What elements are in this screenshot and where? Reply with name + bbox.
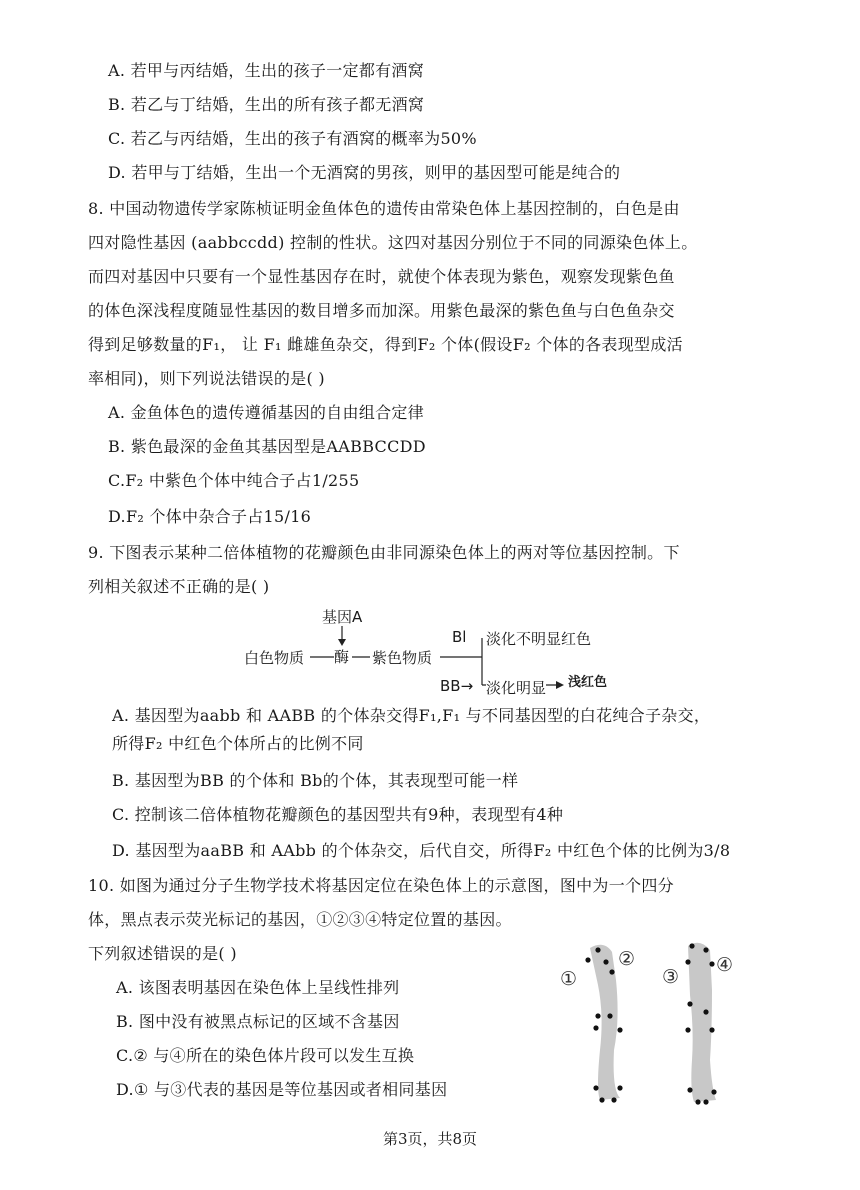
gene-dot	[585, 957, 590, 962]
q7-option-d: D. 若甲与丁结婚，生出一个无酒窝的男孩，则甲的基因型可能是纯合的	[108, 163, 621, 182]
gene-dot	[703, 1099, 708, 1104]
q9-option-c: C. 控制该二倍体植物花瓣颜色的基因型共有9种，表现型有4种	[112, 805, 564, 824]
q7-option-a: A. 若甲与丙结婚，生出的孩子一定都有酒窝	[108, 61, 425, 80]
gene-dot	[703, 947, 708, 952]
gene-dot	[687, 1087, 692, 1092]
q10-option-b: B. 图中没有被黑点标记的区域不含基因	[116, 1012, 400, 1031]
gene-dot	[711, 1089, 716, 1094]
purple-substance-label: 紫色物质	[372, 649, 433, 667]
gene-dot	[695, 1099, 700, 1104]
chromosome-left	[590, 945, 620, 1100]
bb-lower-label: BB→	[440, 677, 474, 695]
gene-dot	[703, 1009, 708, 1014]
q9-option-a-line-2: 所得F₂ 中红色个体所占的比例不同	[112, 734, 364, 753]
gene-dot	[611, 1097, 616, 1102]
gene-dot	[685, 1027, 690, 1032]
bb-upper-label: Bl	[452, 628, 467, 646]
label-circled-4: ④	[716, 954, 734, 976]
label-circled-3: ③	[662, 966, 680, 988]
q7-option-c: C. 若乙与丙结婚，生出的孩子有酒窝的概率为50%	[108, 129, 477, 148]
gene-dot	[595, 1013, 600, 1018]
gene-dot	[689, 943, 694, 948]
gene-dot	[709, 961, 714, 966]
q9-stem-line-2: 列相关叙述不正确的是( )	[88, 577, 270, 596]
chromosome-right	[688, 943, 716, 1102]
q9-option-a-line-1: A. 基因型为aabb 和 AABB 的个体杂交得F₁,F₁ 与不同基因型的白花纯合子杂交，	[112, 706, 711, 725]
gene-dot	[687, 1001, 692, 1006]
gene-dot	[609, 969, 614, 974]
q8-stem-line-4: 的体色深浅程度随显性基因的数目增多而加深。用紫色最深的紫色鱼与白色鱼杂交	[88, 301, 675, 320]
q8-option-d: D.F₂ 个体中杂合子占15/16	[108, 507, 312, 526]
light-red-label: 浅红色	[568, 675, 608, 690]
upper-result-label: 淡化不明显红色	[486, 630, 592, 648]
q8-stem-line-5: 得到足够数量的F₁， 让 F₁ 雌雄鱼杂交，得到F₂ 个体(假设F₂ 个体的各表现型成活	[88, 335, 683, 354]
gene-dot	[599, 1097, 604, 1102]
q10-option-c: C.② 与④所在的染色体片段可以发生互换	[116, 1046, 415, 1065]
q8-option-b: B. 紫色最深的金鱼其基因型是AABBCCDD	[108, 437, 426, 456]
q10-option-d: D.① 与③代表的基因是等位基因或者相同基因	[116, 1080, 448, 1099]
gene-dot	[593, 1025, 598, 1030]
gene-dot	[607, 1013, 612, 1018]
gene-dot	[595, 947, 600, 952]
q9-option-d: D. 基因型为aaBB 和 AAbb 的个体杂交，后代自交，所得F₂ 中红色个体的比例为3/8	[112, 841, 731, 860]
q8-stem-line-2: 四对隐性基因 (aabbccdd) 控制的性状。这四对基因分别位于不同的同源染色体上。	[88, 233, 698, 252]
lower-result-label: 淡化明显	[486, 679, 547, 697]
q10-stem-line-3: 下列叙述错误的是( )	[88, 944, 237, 963]
gene-dot	[617, 1085, 622, 1090]
q10-option-a: A. 该图表明基因在染色体上呈线性排列	[116, 978, 400, 997]
q8-stem-line-3: 而四对基因中只要有一个显性基因存在时，就使个体表现为紫色，观察发现紫色鱼	[88, 267, 675, 286]
q9-option-b: B. 基因型为BB 的个体和 Bb的个体，其表现型可能一样	[112, 771, 519, 790]
gene-dot	[617, 1027, 622, 1032]
gene-a-label: 基因A	[322, 608, 363, 626]
gene-dot	[685, 959, 690, 964]
q10-stem-line-1: 10. 如图为通过分子生物学技术将基因定位在染色体上的示意图，图中为一个四分	[88, 876, 674, 895]
q9-stem-line-1: 9. 下图表示某种二倍体植物的花瓣颜色由非同源染色体上的两对等位基因控制。下	[88, 543, 680, 562]
gene-dot	[603, 959, 608, 964]
q8-stem-line-6: 率相同)，则下列说法错误的是( )	[88, 369, 325, 388]
gene-dot	[593, 1085, 598, 1090]
gene-dot	[709, 1027, 714, 1032]
q10-stem-line-2: 体，黑点表示荧光标记的基因，①②③④特定位置的基因。	[88, 910, 512, 929]
label-circled-1: ①	[560, 968, 578, 990]
q8-option-a: A. 金鱼体色的遗传遵循基因的自由组合定律	[108, 403, 425, 422]
q8-stem-line-1: 8. 中国动物遗传学家陈桢证明金鱼体色的遗传由常染色体上基因控制的，白色是由	[88, 199, 680, 218]
q7-option-b: B. 若乙与丁结婚，生出的所有孩子都无酒窝	[108, 95, 425, 114]
q8-option-c: C.F₂ 中紫色个体中纯合子占1/255	[108, 471, 360, 490]
label-circled-2: ②	[618, 948, 636, 970]
page-footer: 第3页，共8页	[382, 1130, 478, 1148]
white-substance-label: 白色物质	[244, 649, 305, 667]
enzyme-label: 酶	[334, 648, 350, 666]
